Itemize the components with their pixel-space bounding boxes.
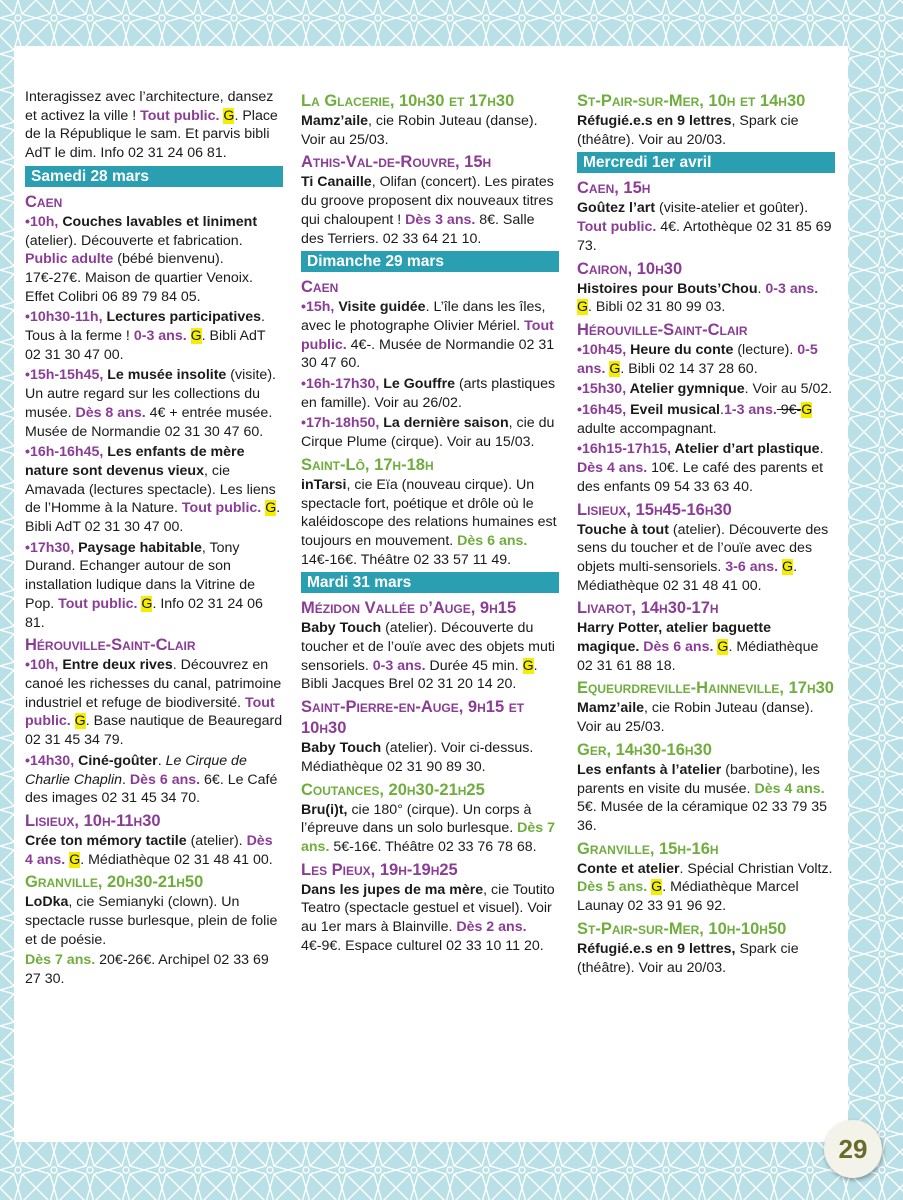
entry-text: (visite-atelier et goûter).	[655, 200, 809, 217]
entry-text: Dès 5 ans.	[577, 879, 648, 896]
event-entry	[25, 366, 283, 441]
entry-text: 1-3 ans.	[723, 402, 777, 419]
entry-text: 4€-. Musée de Normandie 02 31 30 47 60.	[301, 336, 555, 372]
page-number: 29	[824, 1120, 882, 1178]
free-badge: G	[190, 328, 202, 345]
entry-text: Dès 6 ans.	[643, 639, 714, 656]
entry-text: . Base nautique de Beauregard 02 31 45 34 79.	[25, 713, 283, 749]
free-badge: G	[69, 851, 81, 868]
day-header: Samedi 28 mars	[25, 166, 283, 187]
entry-text: La dernière saison	[383, 415, 509, 432]
event-entry	[301, 414, 559, 451]
entry-text: Dès 8 ans.	[75, 404, 146, 421]
entry-text: 6€. Le Café des images 02 31 45 34 70.	[25, 771, 278, 807]
entry-text: .	[720, 402, 724, 419]
entry-text: •14h30,	[25, 752, 79, 769]
entry-text: Spark cie (théâtre). Voir au 20/03.	[577, 940, 799, 976]
entry-text: •17h30,	[25, 539, 79, 556]
city-heading: Livarot, 14h30-17h	[577, 599, 719, 618]
city-heading: Les Pieux, 19h-19h25	[301, 860, 458, 879]
entry-text: Entre deux rives	[62, 657, 173, 674]
city-heading: Hérouville-Saint-Clair	[25, 636, 196, 655]
entry-text: . Bibli 02 14 37 28 60.	[620, 360, 758, 377]
event-entry	[25, 752, 283, 808]
entry-text: Mamz’aile	[301, 113, 369, 129]
column-1	[25, 88, 283, 991]
city-heading: La Glacerie, 10h30 et 17h30	[301, 92, 515, 110]
column-2	[301, 88, 559, 958]
entry-text: Tout public.	[577, 219, 657, 236]
city-heading: Saint-Lô, 17h-18h	[301, 455, 434, 474]
event-entry	[577, 112, 835, 149]
event-entry	[577, 280, 835, 317]
city-heading: Lisieux, 15h45-16h30	[577, 500, 732, 519]
entry-text: Le Gouffre	[383, 376, 455, 393]
entry-text: (atelier).	[186, 832, 247, 849]
city-heading: Lisieux, 10h-11h30	[25, 811, 161, 830]
entry-text: .	[819, 441, 824, 458]
entry-text: Eveil musical	[630, 402, 720, 419]
entry-text: Touche à tout	[577, 521, 669, 538]
city-heading: Caen, 15h	[577, 179, 651, 198]
city-heading: Cairon, 10h30	[577, 259, 683, 278]
entry-text: . Bibli Jacques Brel 02 31 20 14 20.	[301, 657, 538, 693]
entry-text: Tout public.	[181, 500, 262, 517]
event-entry	[25, 88, 283, 163]
entry-text: Baby Touch	[301, 620, 382, 637]
entry-text: •10h,	[25, 213, 63, 230]
free-badge: G	[141, 595, 153, 612]
entry-text: 4€ + entrée musée. Musée de Normandie 02 31 30 47 60.	[25, 404, 273, 440]
entry-text: Dans les jupes de ma mère	[301, 881, 484, 898]
city-heading: Mézidon Vallée d’Auge, 9h15	[301, 599, 517, 618]
day-header: Mercredi 1er avril	[577, 152, 835, 173]
city-heading: Saint-Pierre-en-Auge, 9h15 et 10h30	[301, 698, 525, 738]
entry-text: Baby Touch	[301, 740, 382, 757]
entry-text: . L’île dans les îles, avec le photographe Olivier Mériel.	[301, 299, 546, 334]
entry-text: Tout public.	[301, 317, 554, 353]
entry-text: 20€-26€. Archipel 02 33 69 27 30.	[25, 952, 269, 988]
entry-text: Visite guidée	[338, 299, 426, 316]
entry-text: 5€-16€. Théâtre 02 33 76 78 68.	[329, 838, 537, 855]
entry-text: Lectures participatives	[106, 309, 262, 326]
column-3	[577, 88, 835, 979]
entry-text: 0-5 ans.	[577, 341, 818, 377]
entry-text: 0-3 ans.	[765, 280, 819, 297]
entry-text: . Médiathèque 02 31 61 88 18.	[577, 639, 819, 674]
entry-text: •15h-15h45,	[25, 367, 108, 384]
entry-text: (atelier). Découverte du toucher et de l’ouïe avec des objets muti sensoriels.	[301, 620, 555, 674]
entry-text: •16h-17h30,	[301, 376, 384, 393]
entry-text: (arts plastiques en famille). Voir au 26/02.	[301, 376, 556, 411]
entry-text: . Spécial Christian Voltz.	[679, 860, 833, 877]
event-entry	[577, 761, 835, 836]
event-entry	[301, 298, 559, 373]
entry-text: 10€. Le café des parents et des enfants 09 54 33 63 40.	[577, 460, 824, 495]
city-heading: St-Pair-sur-Mer, 10h-10h50	[577, 919, 787, 938]
city-heading: St-Pair-sur-Mer, 10h et 14h30	[577, 92, 806, 110]
city-heading: Hérouville-Saint-Clair	[577, 320, 748, 339]
entry-text: Tout public.	[58, 595, 138, 612]
event-entry	[25, 213, 283, 307]
entry-text: Durée 45 min.	[425, 657, 523, 674]
entry-text: 0-3 ans.	[372, 657, 426, 674]
event-entry	[577, 940, 835, 977]
entry-text: Bru(i)t,	[301, 801, 348, 818]
event-entry	[25, 443, 283, 537]
event-entry	[577, 199, 835, 255]
entry-text: , Tony Durand. Echanger autour de son installation ludique dans la Vitrine de Pop.	[25, 539, 256, 612]
entry-text: Atelier d’art plastique	[674, 441, 820, 458]
entry-text: . Bibli 02 31 80 99 03.	[588, 299, 726, 316]
entry-text: •15h30,	[577, 381, 630, 398]
entry-text: (atelier). Voir ci-dessus. Médiathèque 02 31 90 89 30.	[301, 740, 534, 775]
event-entry	[25, 308, 283, 364]
entry-text: 9€-	[776, 402, 802, 419]
day-header: Mardi 31 mars	[301, 572, 559, 593]
entry-text: Paysage habitable	[78, 539, 202, 556]
entry-text: , cie du Cirque Plume (cirque). Voir au 15/03.	[301, 415, 555, 451]
event-entry	[577, 401, 835, 438]
free-badge: G	[782, 558, 794, 575]
entry-text: cie 180° (cirque). Un corps à l’épreuve dans un solo burlesque.	[301, 801, 532, 837]
event-entry	[301, 619, 559, 694]
entry-text: Le Cirque de Charlie Chaplin	[25, 752, 247, 788]
entry-text: , Olifan (concert). Les pirates du groove proposent dix nouveaux titres qui chaloupent !	[301, 174, 554, 228]
entry-text: . Place de la République le sam. Et parvis bibli AdT le dim. Info 02 31 24 06 81.	[25, 107, 278, 162]
entry-text: Dès 4 ans.	[754, 780, 825, 797]
entry-text: .	[757, 280, 766, 297]
entry-text: 4€. Artothèque 02 31 85 69 73.	[577, 219, 832, 254]
city-heading: Caen	[301, 278, 339, 297]
entry-text: •17h-18h50,	[301, 415, 384, 432]
free-badge: G	[265, 500, 277, 517]
city-heading: Granville, 20h30-21h50	[25, 873, 204, 892]
entry-text: , cie Eïa (nouveau cirque). Un spectacle fort, poétique et drôle où le kaléidoscope des relations humaines est toujours en mouvement.	[301, 476, 557, 549]
free-badge: G	[717, 639, 729, 656]
entry-text: Tout public.	[140, 107, 220, 124]
entry-text: Les enfants de mère nature sont devenus vieux	[25, 444, 245, 479]
entry-text: Couches lavables et liniment	[62, 213, 258, 230]
entry-text: Les enfants à l’atelier	[577, 761, 722, 778]
entry-text: Dès 4 ans.	[577, 460, 648, 477]
city-heading: Athis-Val-de-Rouvre, 15h	[301, 153, 492, 172]
free-badge: G	[609, 360, 621, 377]
entry-text: (atelier). Découverte et fabrication.	[25, 232, 243, 249]
entry-text: 4€-9€. Espace culturel 02 33 10 11 20.	[301, 937, 544, 954]
entry-text: (visite). Un autre regard sur les collections du musée.	[25, 367, 276, 421]
event-entry	[577, 619, 835, 675]
entry-text: Harry Potter, atelier baguette magique.	[577, 620, 771, 656]
entry-text: Ti Canaille	[301, 174, 372, 191]
entry-text: . Voir au 5/02.	[744, 381, 833, 398]
entry-text: . Bibli AdT 02 31 30 47 00.	[25, 328, 266, 363]
entry-text: . Médiathèque Marcel Launay 02 33 91 96 92.	[577, 879, 799, 915]
entry-text: Dès 6 ans.	[129, 771, 201, 788]
event-entry	[301, 173, 559, 248]
entry-text: , cie Robin Juteau (danse). Voir au 25/03.	[301, 113, 538, 148]
event-entry	[577, 521, 835, 596]
event-entry	[577, 699, 835, 736]
event-entry	[577, 341, 835, 378]
event-entry	[25, 656, 283, 750]
entry-text: . Bibli AdT 02 31 30 47 00.	[25, 500, 281, 536]
entry-text: •10h30-11h,	[25, 309, 107, 326]
entry-text: Dès 6 ans.	[457, 532, 528, 549]
entry-text: Interagissez avec l’architecture, dansez et activez la ville !	[25, 89, 274, 124]
day-header: Dimanche 29 mars	[301, 251, 559, 272]
entry-text: Mamz’aile	[577, 700, 645, 717]
event-entry	[301, 881, 559, 956]
entry-text: .	[157, 752, 166, 769]
entry-text: . Tous à la ferme !	[25, 309, 265, 345]
event-entry	[301, 476, 559, 570]
city-heading: Ger, 14h30-16h30	[577, 740, 712, 759]
entry-text: •10h45,	[577, 341, 631, 358]
entry-text: Conte et atelier	[577, 860, 680, 877]
entry-text: 3-6 ans.	[725, 558, 779, 575]
entry-text: (atelier). Découverte des sens du toucher et de l’ouïe avec des objets multi-sensoriels.	[577, 521, 829, 575]
entry-text: , cie Amavada (lectures spectacle). Les liens de l’Homme à la Nature.	[25, 462, 276, 517]
entry-text: . Info 02 31 24 06 81.	[25, 595, 263, 631]
entry-text: . Médiathèque 02 31 48 41 00.	[80, 851, 273, 868]
entry-text: Histoires pour Bouts’Chou	[577, 280, 758, 297]
entry-text: adulte accompagnant.	[577, 420, 717, 437]
entry-text: LoDka	[25, 894, 69, 911]
entry-text: . Découvrez en canoé les richesses du canal, patrimoine industriel et refuge de biodiversité.	[25, 657, 282, 711]
entry-text: Heure du conte	[630, 341, 734, 358]
entry-text: Dès 7 ans.	[301, 820, 555, 855]
event-entry	[301, 375, 559, 412]
event-entry	[301, 112, 559, 149]
city-heading: Granville, 15h-16h	[577, 839, 719, 858]
entry-text: Réfugié.e.s en 9 lettres,	[577, 940, 736, 957]
entry-text: •16h45,	[577, 402, 631, 419]
event-entry	[577, 440, 835, 496]
city-heading: Caen	[25, 192, 63, 211]
city-heading: Equeurdreville-Hainneville, 17h30	[577, 679, 834, 698]
entry-text: inTarsi	[301, 476, 347, 493]
free-badge: G	[801, 402, 813, 419]
entry-text: •16h-16h45,	[25, 444, 108, 461]
free-badge: G	[74, 713, 86, 730]
city-heading: Coutances, 20h30-21h25	[301, 780, 485, 799]
free-badge: G	[223, 107, 235, 124]
entry-text: .	[122, 771, 130, 788]
event-entry	[25, 893, 283, 949]
free-badge: G	[522, 657, 534, 674]
event-entry	[577, 380, 835, 399]
event-entry	[577, 860, 835, 916]
entry-text: Atelier gymnique	[629, 381, 745, 398]
entry-text: •15h,	[301, 299, 339, 316]
entry-text: (bébé bienvenu). 17€-27€. Maison de quartier Venoix. Effet Colibri 06 89 79 84 05.	[25, 251, 253, 305]
entry-text: Dès 7 ans.	[25, 952, 96, 969]
entry-text: Crée ton mémory tactile	[25, 832, 187, 849]
entry-text: 0-3 ans.	[133, 328, 187, 345]
entry-text: Ciné-goûter	[78, 752, 158, 769]
entry-text: Dès 3 ans.	[405, 211, 476, 228]
entry-text: Tout public.	[25, 694, 275, 730]
entry-text: •10h,	[25, 657, 63, 674]
event-entry	[301, 801, 559, 857]
entry-text: , cie Robin Juteau (danse). Voir au 25/03.	[577, 700, 814, 736]
entry-text: Réfugié.e.s en 9 lettres	[577, 113, 732, 129]
entry-text: Le musée insolite	[107, 367, 227, 384]
entry-text: 8€. Salle des Terriers. 02 33 64 21 10.	[301, 211, 535, 247]
entry-text: . Médiathèque 02 31 48 41 00.	[577, 558, 798, 594]
event-entry	[25, 539, 283, 633]
entry-text: 5€. Musée de la céramique 02 33 79 35 36.	[577, 799, 828, 834]
event-entry	[25, 832, 283, 869]
entry-text: Goûtez l’art	[577, 200, 656, 217]
free-badge: G	[651, 879, 663, 896]
entry-text: Dès 4 ans.	[25, 832, 273, 868]
entry-text: , cie Semianyki (clown). Un spectacle russe burlesque, plein de folie et de poésie.	[25, 894, 278, 948]
event-entry	[301, 739, 559, 776]
entry-text: Dès 2 ans.	[456, 919, 527, 936]
entry-text: 14€-16€. Théâtre 02 33 57 11 49.	[301, 551, 512, 568]
entry-text: , Spark cie (théâtre). Voir au 20/03.	[577, 113, 799, 148]
event-entry	[25, 951, 283, 988]
entry-text: Public adulte	[25, 251, 114, 268]
entry-text: •16h15-17h15,	[577, 441, 675, 458]
entry-text: (barbotine), les parents en visite du musée.	[577, 761, 820, 797]
free-badge: G	[577, 299, 589, 316]
entry-text: (lecture).	[733, 341, 798, 358]
entry-text: , cie Toutito Teatro (spectacle gestuel et visuel). Voir au 1er mars à Blainville.	[301, 881, 555, 936]
